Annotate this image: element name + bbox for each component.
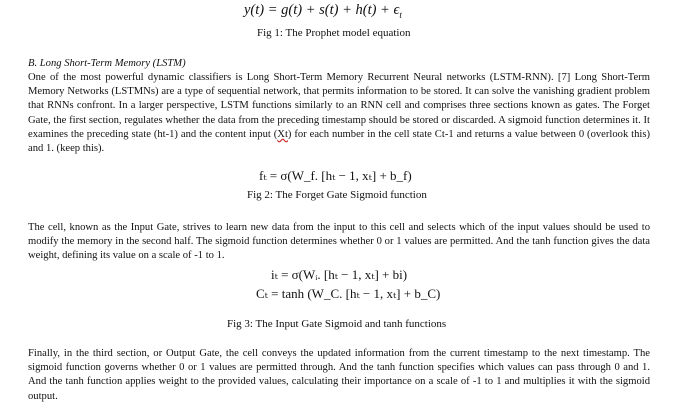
paragraph-input-gate: The cell, known as the Input Gate, strives to learn new data from the input to this cell and selects which of the input values should be used to modify the memory in the second half. The sigmoid function determines whether 0 or 1 values are permitted. And the tanh function gives the data weight, defining its value on a scale of -1 to 1. — [28, 222, 650, 262]
fig2-caption: Fig 2: The Forget Gate Sigmoid function — [247, 189, 427, 201]
fig3-caption: Fig 3: The Input Gate Sigmoid and tanh functions — [227, 318, 447, 330]
prophet-equation-subscript: t — [399, 9, 402, 20]
paragraph-forget-gate-part2: ) for each number in the cell state Ct-1 and returns a value between 0 (overlook this) and 1. (keep this). — [28, 128, 650, 155]
fig1-caption: Fig 1: The Prophet model equation — [257, 27, 411, 39]
xt-misspelled-term: Xt — [277, 128, 288, 140]
section-heading: B. Long Short-Term Memory (LSTM) — [28, 58, 186, 69]
forget-gate-equation: fₜ = σ(W_f. [hₜ − 1, xₜ] + b_f) — [259, 168, 412, 183]
paragraph-forget-gate — [28, 71, 650, 156]
prophet-equation-text: y(t) = g(t) + s(t) + h(t) + ϵ — [244, 2, 400, 18]
prophet-equation — [244, 2, 402, 20]
paragraph-output-gate: Finally, in the third section, or Output Gate, the cell conveys the updated information from the current timestamp to the next timestamp. The sigmoid function governs whether 0 or 1 values are permitted through. And the tanh function specifies which values can pass through 0 and 1. And the tanh function applies weight to the provided values, calculating their importance on a scale of -1 to 1 and multiplies it with the sigmoid output. — [28, 348, 650, 402]
paragraph-forget-gate-part1: One of the most powerful dynamic classifiers is Long Short-Term Memory Recurrent Neural networks (LSTM-RNN). [7] Long Short-Term Memory Networks (LSTMNs) are a type of sequential network, that permits information to be stored. It can solve the vanishing gradient problem that RNNs confront. In a larger perspective, LSTM functions similarly to an RNN cell and comprises three sections known as gates. The Forget Gate, the first section, regulates whether the data from the preceding timestamp should be stored or discarded. A sigmoid function determines it. It examines the preceding state (ht-1) and the content input ( — [28, 72, 650, 140]
tanh-equation: Cₜ = tanh (W_C. [hₜ − 1, xₜ] + b_C) — [256, 286, 441, 301]
input-gate-equation: iₜ = σ(Wᵢ. [hₜ − 1, xₜ] + bi) — [271, 267, 408, 282]
